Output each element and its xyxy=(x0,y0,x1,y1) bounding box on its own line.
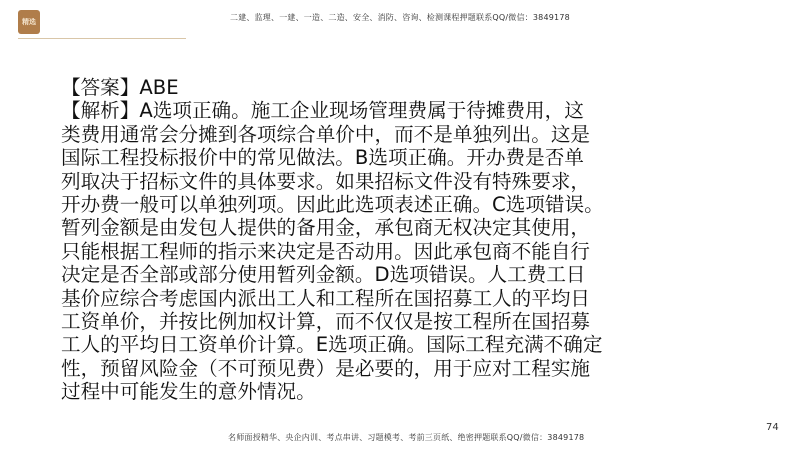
answer-explanation xyxy=(61,76,621,404)
analysis-line-3: 国际工程投标报价中的常见做法。B选项正确。开办费是否单 xyxy=(61,146,584,170)
analysis-line-11: 工人的平均日工资单价计算。E选项正确。国际工程充满不确定 xyxy=(61,333,603,357)
analysis-line-6: 暂列金额是由发包人提供的备用金，承包商无权决定其使用， xyxy=(61,216,591,240)
answer-line: 【答案】ABE xyxy=(61,76,179,99)
footer-notice: 名师面授精华、央企内训、考点串讲、习题模考、考前三页纸、绝密押题联系QQ/微信：3849178 xyxy=(228,433,585,442)
analysis-line-13: 过程中可能发生的意外情况。 xyxy=(61,380,316,404)
analysis-line-4: 列取决于招标文件的具体要求。如果招标文件没有特殊要求， xyxy=(61,169,591,193)
page-number: 74 xyxy=(766,422,779,433)
analysis-line-12: 性，预留风险金（不可预见费）是必要的，用于应对工程实施 xyxy=(61,356,591,380)
analysis-line-10: 工资单价，并按比例加权计算，而不仅仅是按工程所在国招募 xyxy=(61,310,591,334)
analysis-line-9: 基价应综合考虑国内派出工人和工程所在国招募工人的平均日 xyxy=(61,286,591,310)
logo: 精选 xyxy=(18,10,40,34)
header-notice: 二建、监理、一建、一造、二造、安全、消防、咨询、检测课程押题联系QQ/微信：3849178 xyxy=(230,13,570,22)
analysis-line-1: 【解析】A选项正确。施工企业现场管理费属于待摊费用，这 xyxy=(61,99,584,123)
analysis-line-8: 决定是否全部或部分使用暂列金额。D选项错误。人工费工日 xyxy=(61,263,586,287)
analysis-line-2: 类费用通常会分摊到各项综合单价中，而不是单独列出。这是 xyxy=(61,122,591,146)
header-divider xyxy=(18,38,186,39)
analysis-line-5: 开办费一般可以单独列项。因此此选项表述正确。C选项错误。 xyxy=(61,193,604,217)
analysis-line-7: 只能根据工程师的指示来决定是否动用。因此承包商不能自行 xyxy=(61,239,591,263)
